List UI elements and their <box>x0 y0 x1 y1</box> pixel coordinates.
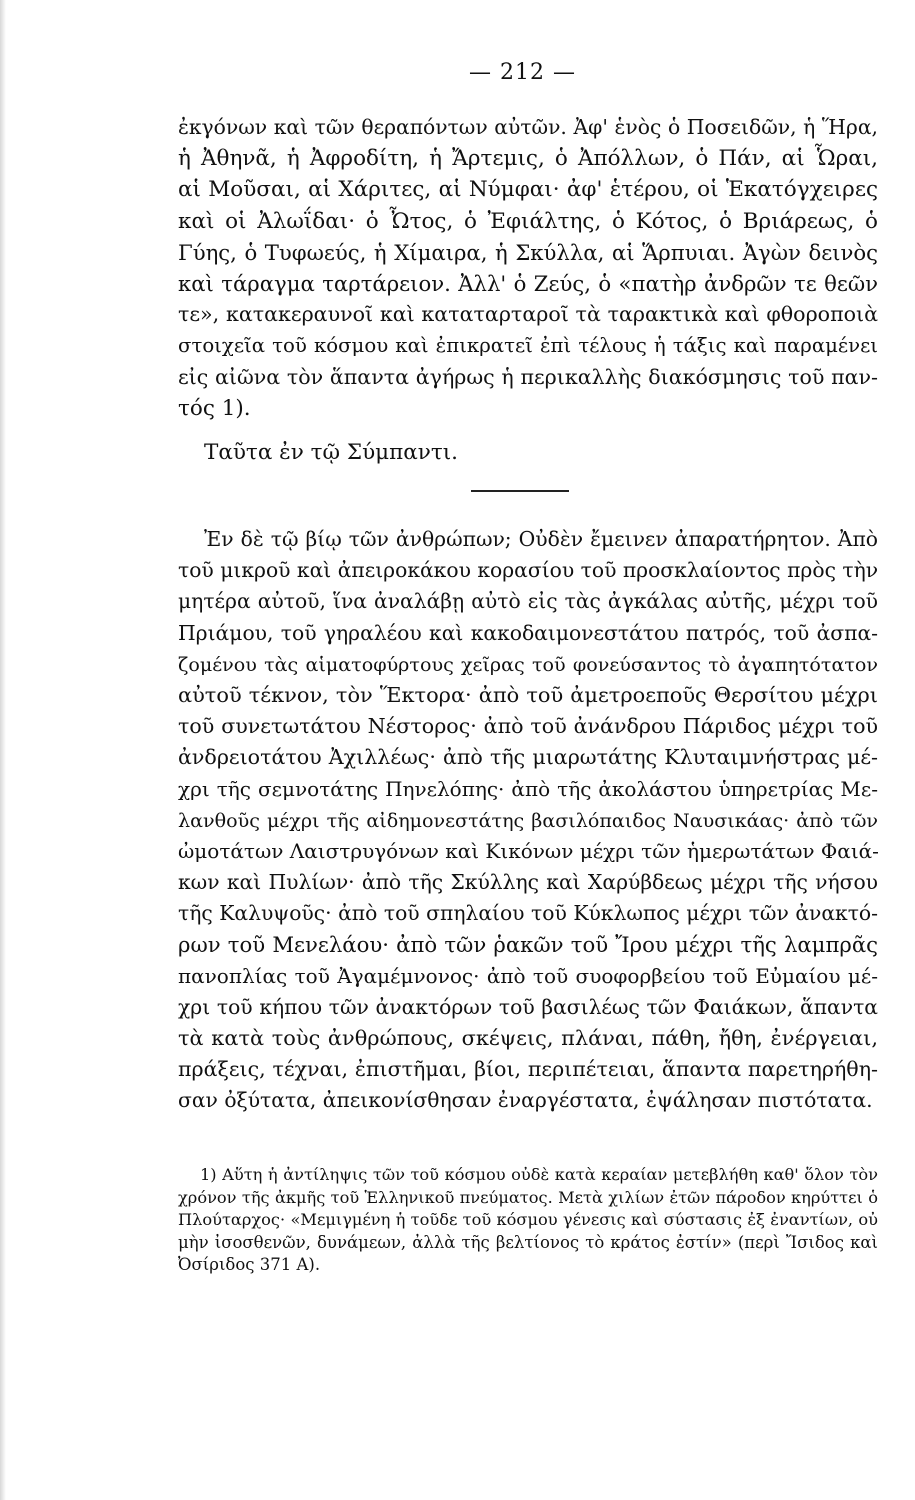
text-line: πράξεις, τέχναι, ἐπιστῆμαι, βίοι, περιπέτειαι, ἅπαντα παρετηρήθη- <box>178 1057 878 1082</box>
footnote-line: Πλούταρχος· «Μεμιγμένη ἡ τοῦδε τοῦ κόσμου γένεσις καὶ σύστασις ἐξ ἐναντίων, οὐ <box>178 1210 878 1229</box>
footnote-line: μὴν ἰσοσθενῶν, δυνάμεων, ἀλλὰ τῆς βελτίονος τὸ κράτος ἐστίν» (περὶ Ἴσιδος καὶ <box>178 1232 878 1252</box>
text-line: καὶ τάραγμα ταρτάρειον. Ἀλλ' ὁ Ζεύς, ὁ «πατὴρ ἀνδρῶν τε θεῶν <box>178 270 878 296</box>
text-line: κων καὶ Πυλίων· ἀπὸ τῆς Σκύλλης καὶ Χαρύβδεως μέχρι τῆς νήσου <box>178 870 878 895</box>
page-number: — 212 — <box>469 60 576 85</box>
footnote <box>178 1164 878 1277</box>
text-line: εἰς αἰῶνα τὸν ἅπαντα ἀγήρως ἡ περικαλλὴς διακόσμησις τοῦ παν- <box>178 364 878 389</box>
footnote-line: Ὀσίριδος 371 Α). <box>178 1255 321 1274</box>
text-line: αὐτοῦ τέκνον, τὸν Ἕκτορα· ἀπὸ τοῦ ἀμετροεποῦς Θερσίτου μέχρι <box>178 682 878 707</box>
text-line: τῆς Καλυψοῦς· ἀπὸ τοῦ σπηλαίου τοῦ Κύκλωπος μέχρι τῶν ἀνακτό- <box>178 901 878 926</box>
text-line: τοῦ μικροῦ καὶ ἀπειροκάκου κορασίου τοῦ προσκλαίοντος πρὸς τὴν <box>178 558 879 583</box>
text-line: ἐκγόνων καὶ τῶν θεραπόντων αὐτῶν. Ἀφ' ἑνὸς ὁ Ποσειδῶν, ἡ Ἥρα, <box>178 115 878 139</box>
text-line: Ταῦτα ἐν τῷ Σύμπαντι. <box>204 440 459 465</box>
text-line: Πριάμου, τοῦ γηραλέου καὶ κακοδαιμονεστάτου πατρός, τοῦ ἀσπα- <box>178 620 878 645</box>
text-line: μητέρα αὐτοῦ, ἵνα ἀναλάβῃ αὐτὸ εἰς τὰς ἀγκάλας αὐτῆς, μέχρι τοῦ <box>178 589 878 614</box>
text-line: χρι τοῦ κήπου τῶν ἀνακτόρων τοῦ βασιλέως τῶν Φαιάκων, ἅπαντα <box>178 994 878 1019</box>
text-line: ἡ Ἀθηνᾶ, ἡ Ἀφροδίτη, ἡ Ἄρτεμις, ὁ Ἀπόλλων, ὁ Πάν, αἱ Ὧραι, <box>178 146 878 172</box>
paragraph-2 <box>178 524 878 1117</box>
page-edge-shadow <box>0 0 6 1500</box>
text-line: Γύης, ὁ Τυφωεύς, ἡ Χίμαιρα, ἡ Σκύλλα, αἱ Ἅρπυιαι. Ἀγὼν δεινὸς <box>178 239 878 265</box>
text-line: σαν ὀξύτατα, ἀπεικονίσθησαν ἐναργέστατα, ἐψάλησαν πιστότατα. <box>178 1088 873 1113</box>
text-line: ζομένου τὰς αἱματοφύρτους χεῖρας τοῦ φονεύσαντος τὸ ἀγαπητότατον <box>178 652 878 676</box>
text-line: καὶ οἱ Ἀλωΐδαι· ὁ Ὦτος, ὁ Ἐφιάλτης, ὁ Κότος, ὁ Βριάρεως, ὁ <box>178 208 878 234</box>
text-line: αἱ Μοῦσαι, αἱ Χάριτες, αἱ Νύμφαι· ἀφ' ἑτέρου, οἱ Ἑκατόγχειρες <box>178 177 878 203</box>
footnote-line: 1) Αὕτη ἡ ἀντίληψις τῶν τοῦ κόσμου οὐδὲ κατὰ κεραίαν μετεβλήθη καθ' ὅλον τὸν <box>200 1165 878 1184</box>
text-line: χρι τῆς σεμνοτάτης Πηνελόπης· ἀπὸ τῆς ἀκολάστου ὑπηρετρίας Με- <box>178 776 878 801</box>
text-line: ρων τοῦ Μενελάου· ἀπὸ τῶν ῥακῶν τοῦ Ἴρου μέχρι τῆς λαμπρᾶς <box>178 932 878 958</box>
closing-sentence <box>178 437 878 468</box>
text-line: λανθοῦς μέχρι τῆς αἰδημονεστάτης βασιλόπαιδος Ναυσικάας· ἀπὸ τῶν <box>178 808 878 832</box>
text-line: τός 1). <box>178 395 251 421</box>
text-line: τὰ κατὰ τοὺς ἀνθρώπους, σκέψεις, πλάναι, πάθη, ἤθη, ἐνέργειαι, <box>178 1026 878 1050</box>
text-line: στοιχεῖα τοῦ κόσμου καὶ ἐπικρατεῖ ἐπὶ τέλους ἡ τάξις καὶ παραμένει <box>178 334 878 358</box>
text-line: τοῦ συνετωτάτου Νέστορος· ἀπὸ τοῦ ἀνάνδρου Πάριδος μέχρι τοῦ <box>178 714 878 739</box>
paragraph-1 <box>178 112 878 424</box>
text-line: τε», κατακεραυνοῖ καὶ καταταρταροῖ τὰ ταρακτικὰ καὶ φθοροποιὰ <box>178 302 878 327</box>
text-line: Ἐν δὲ τῷ βίῳ τῶν ἀνθρώπων; Οὐδὲν ἔμεινεν ἀπαρατήρητον. Ἀπὸ <box>204 527 878 551</box>
text-line: ἀνδρειοτάτου Ἀχιλλέως· ἀπὸ τῆς μιαρωτάτης Κλυταιμνήστρας μέ- <box>178 745 878 770</box>
section-divider <box>471 490 569 492</box>
text-line: πανοπλίας τοῦ Ἀγαμέμνονος· ἀπὸ τοῦ συοφορβείου τοῦ Εὐμαίου μέ- <box>178 963 878 988</box>
text-line: ὠμοτάτων Λαιστρυγόνων καὶ Κικόνων μέχρι τῶν ἡμερωτάτων Φαιά- <box>178 838 879 863</box>
footnote-line: χρόνον τῆς ἀκμῆς τοῦ Ἑλληνικοῦ πνεύματος. Μετὰ χιλίων ἐτῶν πάροδον κηρύττει ὁ <box>178 1187 878 1207</box>
